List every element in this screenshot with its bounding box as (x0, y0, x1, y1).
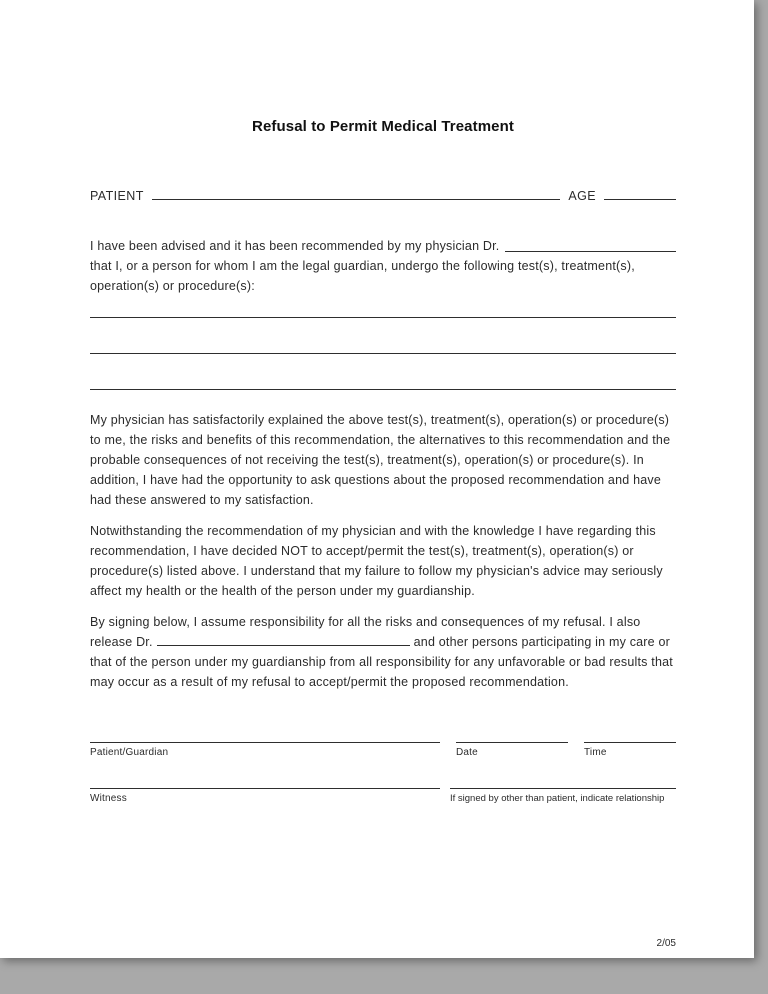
paragraph-refusal: Notwithstanding the recommendation of my physician and with the knowledge I have regarding this recommendation, I have decided NOT to accept/permit the test(s), treatment(s), operation(s) or procedure(s) listed above. I understand that my failure to follow my physician's advice may seriously affect my health or the health of the person under my guardianship. (90, 524, 663, 598)
procedure-write-line-1[interactable] (90, 317, 676, 318)
age-label: AGE (568, 189, 596, 203)
relationship-line[interactable] (450, 788, 676, 789)
physician-name-line[interactable] (505, 251, 676, 252)
relationship-label: If signed by other than patient, indicate relationship (450, 793, 665, 804)
relationship-block (450, 788, 676, 804)
release-physician-name-line[interactable] (157, 636, 410, 646)
date-label: Date (456, 747, 478, 758)
patient-name-line[interactable] (152, 199, 561, 200)
page-title: Refusal to Permit Medical Treatment (252, 118, 514, 135)
date-line[interactable] (456, 742, 568, 743)
patient-label: PATIENT (90, 189, 144, 203)
paragraph-release (90, 612, 676, 692)
procedure-write-line-2[interactable] (90, 353, 676, 354)
procedure-write-in-area (90, 317, 676, 390)
paragraph-advised-text-after: that I, or a person for whom I am the legal guardian, undergo the following test(s), treatment(s), operation(s) or procedure(s): (90, 259, 635, 293)
paragraph-advised-text-before: I have been advised and it has been recommended by my physician Dr. (90, 239, 500, 253)
age-line[interactable] (604, 199, 676, 200)
patient-age-row (90, 189, 676, 203)
witness-label: Witness (90, 793, 127, 804)
signature-row-2 (90, 788, 676, 804)
time-label: Time (584, 747, 607, 758)
patient-guardian-label: Patient/Guardian (90, 747, 169, 758)
procedure-write-line-3[interactable] (90, 389, 676, 390)
paragraph-advised (90, 236, 676, 296)
time-line[interactable] (584, 742, 676, 743)
signature-row-1 (90, 742, 676, 758)
paragraph-release-text-before: By signing below, I assume responsibility for all the risks and consequences of my refusal. I also release Dr. (90, 615, 641, 649)
witness-signature-line[interactable] (90, 788, 440, 789)
patient-guardian-signature-block (90, 742, 440, 758)
date-block (456, 742, 568, 758)
form-revision-number: 2/05 (656, 938, 676, 949)
paragraph-explained: My physician has satisfactorily explained the above test(s), treatment(s), operation(s) or procedure(s) to me, the risks and benefits of this recommendation, the alternatives to this recommendation and the probable consequences of not receiving the test(s), treatment(s), operation(s) or procedure(s). In addition, I have had the opportunity to ask questions about the proposed recommendation and have had these answered to my satisfaction. (90, 413, 671, 507)
time-block (584, 742, 676, 758)
paragraph-release-text-after: and other persons participating in my care or that of the person under my guardianship from all responsibility for any unfavorable or bad results that may occur as a result of my refusal to accept/permit the proposed recommendation. (90, 635, 673, 689)
witness-signature-block (90, 788, 440, 804)
patient-guardian-signature-line[interactable] (90, 742, 440, 743)
